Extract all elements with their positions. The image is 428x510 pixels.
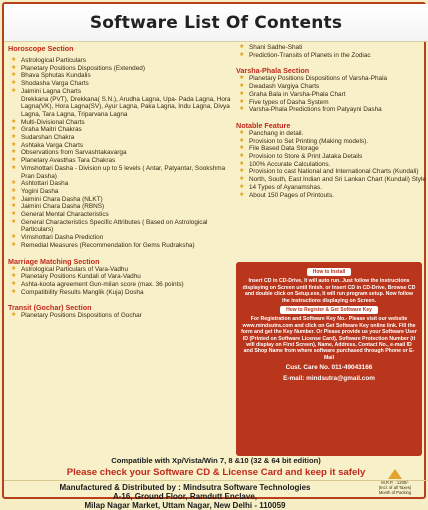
list-item: ★ Planetary Positions Kundali of Vara-Vadhu xyxy=(8,273,234,281)
install-register-box xyxy=(236,262,422,456)
address-line-1: A-16, Ground Floor, Ramdutt Enclave, xyxy=(112,492,258,501)
marriage-list xyxy=(8,266,234,297)
mrp-label: M.R.P. : 1200/- xyxy=(381,480,409,485)
list-item: ★ Bhava Sphutas Kundalis xyxy=(8,72,234,80)
list-item: ★ 100% Accurate Calculations. xyxy=(236,161,426,169)
horoscope-heading: Horoscope Section xyxy=(8,44,74,53)
list-item: ★ Planetary Positions Dispositions (Extended) xyxy=(8,65,234,73)
register-instructions: For Registration and Software Key No.- Please visit our website www.mindsutra.com and click on Get Software Key online link. Fill the form and get the Key Number. Or Please provide us your Software User ID (Printed on Software License Card), Software Protection Number (it will display on First Screen), Name, Address, Contact No., e-mail ID and Shop Name from where software purchased through Phone or E-Mail xyxy=(241,316,417,361)
manufacturer-info xyxy=(10,483,360,510)
transit-heading: Transit (Gochar) Section xyxy=(8,303,92,313)
address-line-2: Milap Nagar Market, Uttam Nagar, New Delhi - 110059 xyxy=(84,501,286,510)
tax-label: (Incl. of all Taxes) xyxy=(378,485,412,490)
list-item: ★ Jaimini Chara Dasha (NLKT) xyxy=(8,196,234,204)
list-item: ★ Vimshottari Dasha - Division up to 5 levels ( Antar, Patyantar, Sookshma Pran Dasha) xyxy=(8,165,234,180)
varsha-list xyxy=(236,75,426,114)
list-item: ★ Jaimini Chara Dasha (RBNS) xyxy=(8,203,234,211)
list-item: ★ File Based Data Storage xyxy=(236,145,426,153)
list-item: ★ North, South, East Indian and Sri Lankan Chart (Kundali) Style xyxy=(236,176,426,184)
list-item: ★ Dwadash Vargiya Charts xyxy=(236,83,426,91)
page-title: Software List Of Contents xyxy=(89,12,343,33)
list-item: ★ Astrological Particulars of Vara-Vadhu xyxy=(8,266,234,274)
varsha-heading: Varsha-Phala Section xyxy=(236,66,310,76)
list-item: ★ Graha Bala in Varsha-Phala Chart xyxy=(236,91,426,99)
price-seal xyxy=(366,469,424,499)
list-item: ★ Jaimini Lagna Charts xyxy=(8,88,234,96)
how-to-install-label: How to Install xyxy=(307,268,352,276)
horoscope-list xyxy=(8,57,234,250)
list-item: ★ Graha Maitri Chakras xyxy=(8,126,234,134)
list-item: ★ Panchang in detail. xyxy=(236,130,426,138)
notable-heading: Notable Feature xyxy=(236,120,291,130)
list-item: ★ Remedial Measures (Recommendation for Gems Rudraksha) xyxy=(8,242,234,250)
list-item: ★ Observations from Sarvashtakavarga xyxy=(8,149,234,157)
list-item: ★ Provision to Set Printing (Making models). xyxy=(236,138,426,146)
list-item: ★ Vimshottari Dasha Prediction xyxy=(8,234,234,242)
list-item: ★ About 150 Pages of Printouts. xyxy=(236,192,426,200)
list-item: ★ Provision to cast National and International Charts (Kundali) xyxy=(236,168,426,176)
list-item: ★ Varsha-Phala Predictions from Patyayni Dasha xyxy=(236,106,426,114)
right-column xyxy=(236,44,426,199)
list-item: ★ Five types of Dasha System xyxy=(236,99,426,107)
manufacturer-line: Manufactured & Distributed by : Mindsutra Software Technologies xyxy=(59,483,311,492)
list-item: ★ Ashta-koota agreement Gun-milan score (max. 36 points) xyxy=(8,281,234,289)
list-item: ★ General Characteristics Specific Attributes ( Based on Astrological Particulars) xyxy=(8,219,234,234)
list-item: ★ Compatibility Results Manglik (Kuja) Dosha xyxy=(8,289,234,297)
list-item: ★ Ashtaka Varga Charts xyxy=(8,142,234,150)
install-instructions: Insert CD in CD-Drive, It will auto run. Just follow the instructions displaying on Screen until finish. or Insert CD in CD-Drive, Browse CD and double click on Setup.exe, It will run program setup. Now follow the instructions displaying on Screen. xyxy=(242,278,416,304)
list-item: ★ Planetary Positions Dispositions of Gochar xyxy=(8,312,234,320)
continued-list xyxy=(236,44,426,59)
title-banner xyxy=(4,4,428,42)
compatibility-note: Compatible with Xp/Vista/Win 7, 8 &10 (32 & 64 bit edition) xyxy=(111,456,321,465)
list-item: ★ Prediction-Transits of Planets in the Zodiac xyxy=(236,52,426,60)
footer xyxy=(4,480,428,510)
transit-list xyxy=(8,312,234,320)
safety-warning: Please check your Software CD & License Card and keep it safely xyxy=(66,467,366,478)
list-item: ★ Multi-Divisional Charts xyxy=(8,119,234,127)
list-item-plain: Drekkana (PVT), Drekkana( S.N.), Arudha Lagna, Upa- Pada Lagna, Hora Lagna(VK), Hora Lagna(SV), Ayur Lagna, Paka Lagna, Indu Lagna, Divya Lagna, Tara Lagna, Triparvana Lagna xyxy=(21,95,231,118)
list-item: ★ Astrological Particulars xyxy=(8,57,234,65)
list-item: ★ Ashtottari Dasha xyxy=(8,180,234,188)
list-item: ★ Provision to Store & Print Jataka Details xyxy=(236,153,426,161)
list-item: ★ 14 Types of Ayanamshas. xyxy=(236,184,426,192)
packing-label: Month of Packing xyxy=(378,490,412,495)
how-to-register-label: How to Register & Get Software Key xyxy=(280,306,378,314)
list-item: ★ Shodasha Varga Charts xyxy=(8,80,234,88)
logo-icon xyxy=(388,469,402,479)
list-item: ★ Planetary Avasthas Tara Chakras xyxy=(8,157,234,165)
list-item: ★ Yogini Dasha xyxy=(8,188,234,196)
list-item: ★ General Mental Characteristics xyxy=(8,211,234,219)
list-item: ★ Planetary Positions Dispositions of Varsha-Phala xyxy=(236,75,426,83)
left-column xyxy=(8,44,234,320)
notable-list xyxy=(236,130,426,199)
marriage-heading: Marriage Matching Section xyxy=(8,256,100,266)
list-item: ★ Shani Sadhe-Shati xyxy=(236,44,426,52)
page-frame xyxy=(2,2,426,510)
customer-care-number: Cust. Care No. 011-49043166 xyxy=(285,364,373,372)
list-item: ★ Sudarshan Chakra xyxy=(8,134,234,142)
contact-email: E-mail: mindsutra@gmail.com xyxy=(283,375,375,383)
